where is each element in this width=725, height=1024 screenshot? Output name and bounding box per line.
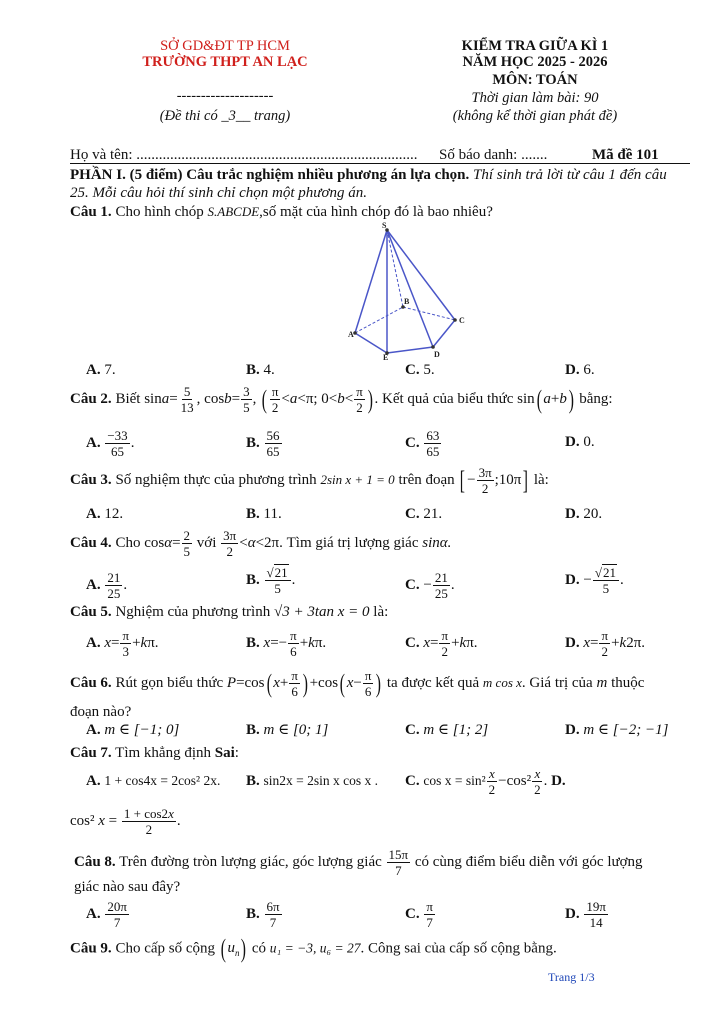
q6-option-b[interactable]: B. m ∈ [0; 1] bbox=[246, 722, 329, 738]
label-b: B bbox=[404, 297, 410, 306]
pyramid-figure bbox=[340, 220, 480, 360]
label-e: E bbox=[383, 353, 389, 360]
q8-option-b[interactable]: B. $\frac{6\pi}{7}$ bbox=[246, 899, 280, 930]
q2-option-a[interactable]: A. $\frac{-33}{65}$ . bbox=[86, 428, 135, 459]
q8-option-d[interactable]: D. $\frac{19\pi}{14}$ bbox=[565, 899, 606, 930]
q1-text: Cho hình chóp bbox=[115, 204, 204, 220]
part1-heading bbox=[70, 166, 667, 184]
exam-code: Mã đề 101 bbox=[592, 147, 659, 163]
part1-title: PHẦN I. (5 điểm) Câu trắc nghiệm nhiều phương án lựa chọn. bbox=[70, 167, 470, 183]
q1-option-d[interactable]: D. 6. bbox=[565, 362, 595, 378]
edge-ae bbox=[355, 333, 387, 353]
q1-option-a[interactable]: A. 7. bbox=[86, 362, 116, 378]
label-s: S bbox=[382, 221, 387, 230]
school-name: TRƯỜNG THPT AN LẠC bbox=[142, 54, 308, 70]
q4-option-d[interactable]: D. − $\frac{√21}{5}$ . bbox=[565, 565, 624, 596]
time-note: (không kể thời gian phát đề) bbox=[452, 108, 618, 124]
part1-instr-line2: 25. Mỗi câu hỏi thí sinh chỉ chọn một phương án. bbox=[70, 185, 367, 201]
edge-sa bbox=[355, 230, 387, 333]
q4-option-c[interactable]: C. − $\frac{21}{25}$ . bbox=[405, 570, 455, 601]
name-field: Họ và tên: ........................................................................... bbox=[70, 147, 418, 163]
q6-option-d[interactable]: D. m ∈ [−2; −1] bbox=[565, 722, 669, 738]
q4-option-b[interactable]: B. $\frac{√21}{5}$ . bbox=[246, 565, 296, 596]
edge-sd bbox=[387, 230, 433, 347]
q2-option-b[interactable]: B. $\frac{56}{65}$ bbox=[246, 428, 280, 459]
q1-text-b: ,số mặt của hình chóp đó là bao nhiêu? bbox=[259, 204, 493, 220]
header-rule bbox=[70, 163, 690, 164]
school-year: NĂM HỌC 2025 - 2026 bbox=[462, 54, 608, 70]
q1-pyramid: S.ABCDE bbox=[207, 204, 260, 219]
q5-option-c[interactable]: C. x= $\frac{\pi}{2}$ +kπ. bbox=[405, 628, 478, 659]
q6-line2: đoạn nào? bbox=[70, 704, 132, 720]
q9-stem: Câu 9. Cho cấp số cộng ( $u_n$) có u₁ = −3, u₆ = 27. Công sai của cấp số cộng bằng. bbox=[70, 934, 557, 963]
q6-option-c[interactable]: C. m ∈ [1; 2] bbox=[405, 722, 489, 738]
q5-option-a[interactable]: A. x= $\frac{\pi}{3}$ +kπ. bbox=[86, 628, 159, 659]
q2-stem: Câu 2. Biết sina= $\frac{5}{13}$ , cosb= $\frac{3}{5}$ , ( $\frac{\pi}{2}$ <a<π; 0<b< $\frac{\pi}{2}$ ) . Kết quả của biểu thức sin( a+b) bằng: bbox=[70, 384, 613, 415]
q5-option-b[interactable]: B. x=− $\frac{\pi}{6}$ +kπ. bbox=[246, 628, 327, 659]
q1-option-c[interactable]: C. 5. bbox=[405, 362, 435, 378]
part1-instr: Thí sinh trả lời từ câu 1 đến câu bbox=[473, 167, 667, 183]
q3-stem: Câu 3. Số nghiệm thực của phương trình 2sin x + 1 = 0 trên đoạn [ − $\frac{3\pi}{2}$ ;10π] là: bbox=[70, 465, 549, 496]
label-a: A bbox=[348, 330, 354, 339]
q8-option-a[interactable]: A. $\frac{20\pi}{7}$ bbox=[86, 899, 127, 930]
label-d: D bbox=[434, 350, 440, 359]
edge-sc bbox=[387, 230, 455, 320]
vertex-d bbox=[431, 345, 435, 349]
q7-option-d-formula[interactable]: cos² x = $\frac{1 + \cos 2x}{2}$ . bbox=[70, 806, 181, 837]
q2-option-d[interactable]: D. 0. bbox=[565, 434, 595, 450]
q1-number: Câu 1. bbox=[70, 204, 112, 220]
q5-stem: Câu 5. Nghiệm của phương trình √3 + 3tan x = 0 là: bbox=[70, 604, 389, 620]
dept-name: SỞ GD&ĐT TP HCM bbox=[160, 38, 290, 54]
q4-stem: Câu 4. Cho cosα= $\frac{2}{5}$ với $\frac{3\pi}{2}$ <α<2π. Tìm giá trị lượng giác sinα. bbox=[70, 528, 452, 559]
q7-option-c[interactable]: C. cos x = sin² $\frac{x}{2}$ −cos² $\frac{x}{2}$ . D. bbox=[405, 766, 566, 797]
student-id-field: Số báo danh: ....... bbox=[439, 147, 548, 163]
edge-ed bbox=[387, 347, 433, 353]
q5-option-d[interactable]: D. x= $\frac{\pi}{2}$ +k2π. bbox=[565, 628, 646, 659]
subject: MÔN: TOÁN bbox=[492, 72, 578, 88]
exam-title: KIỂM TRA GIỮA KÌ 1 bbox=[461, 38, 609, 54]
q8-line2: giác nào sau đây? bbox=[74, 879, 181, 895]
q4-option-a[interactable]: A. $\frac{21}{25}$ . bbox=[86, 570, 128, 601]
pages-note: (Đề thi có _3__ trang) bbox=[159, 108, 291, 124]
q8-option-c[interactable]: C. $\frac{\pi}{7}$ bbox=[405, 899, 433, 930]
header-dashes: -------------------- bbox=[176, 88, 274, 104]
q3-option-a[interactable]: A. 12. bbox=[86, 506, 124, 522]
time-limit: Thời gian làm bài: 90 bbox=[471, 90, 599, 106]
q2-option-c[interactable]: C. $\frac{63}{65}$ bbox=[405, 428, 440, 459]
vertex-c bbox=[453, 318, 457, 322]
q7-option-b[interactable]: B. sin2x = 2sin x cos x . bbox=[246, 773, 379, 789]
edge-dc bbox=[433, 320, 455, 347]
q3-option-b[interactable]: B. 11. bbox=[246, 506, 282, 522]
q7-stem: Câu 7. Tìm khẳng định Sai: bbox=[70, 745, 239, 761]
q6-option-a[interactable]: A. m ∈ [−1; 0] bbox=[86, 722, 180, 738]
label-c: C bbox=[459, 316, 465, 325]
page-number: Trang 1/3 bbox=[548, 970, 595, 984]
q6-stem: Câu 6. Rút gọn biểu thức P=cos( x+ $\frac{\pi}{6}$ ) +cos( x− $\frac{\pi}{6}$ ) ta được kết quả m cos x. Giá trị của m thuộc bbox=[70, 668, 645, 699]
q8-stem: Câu 8. Trên đường tròn lượng giác, góc lượng giác $\frac{15\pi}{7}$ có cùng điểm biểu diễn với góc lượng bbox=[74, 847, 643, 878]
q3-option-d[interactable]: D. 20. bbox=[565, 506, 603, 522]
q1-stem bbox=[70, 203, 493, 221]
q1-option-b[interactable]: B. 4. bbox=[246, 362, 275, 378]
q7-option-a[interactable]: A. 1 + cos4x = 2cos² 2x. bbox=[86, 773, 221, 789]
q3-option-c[interactable]: C. 21. bbox=[405, 506, 443, 522]
